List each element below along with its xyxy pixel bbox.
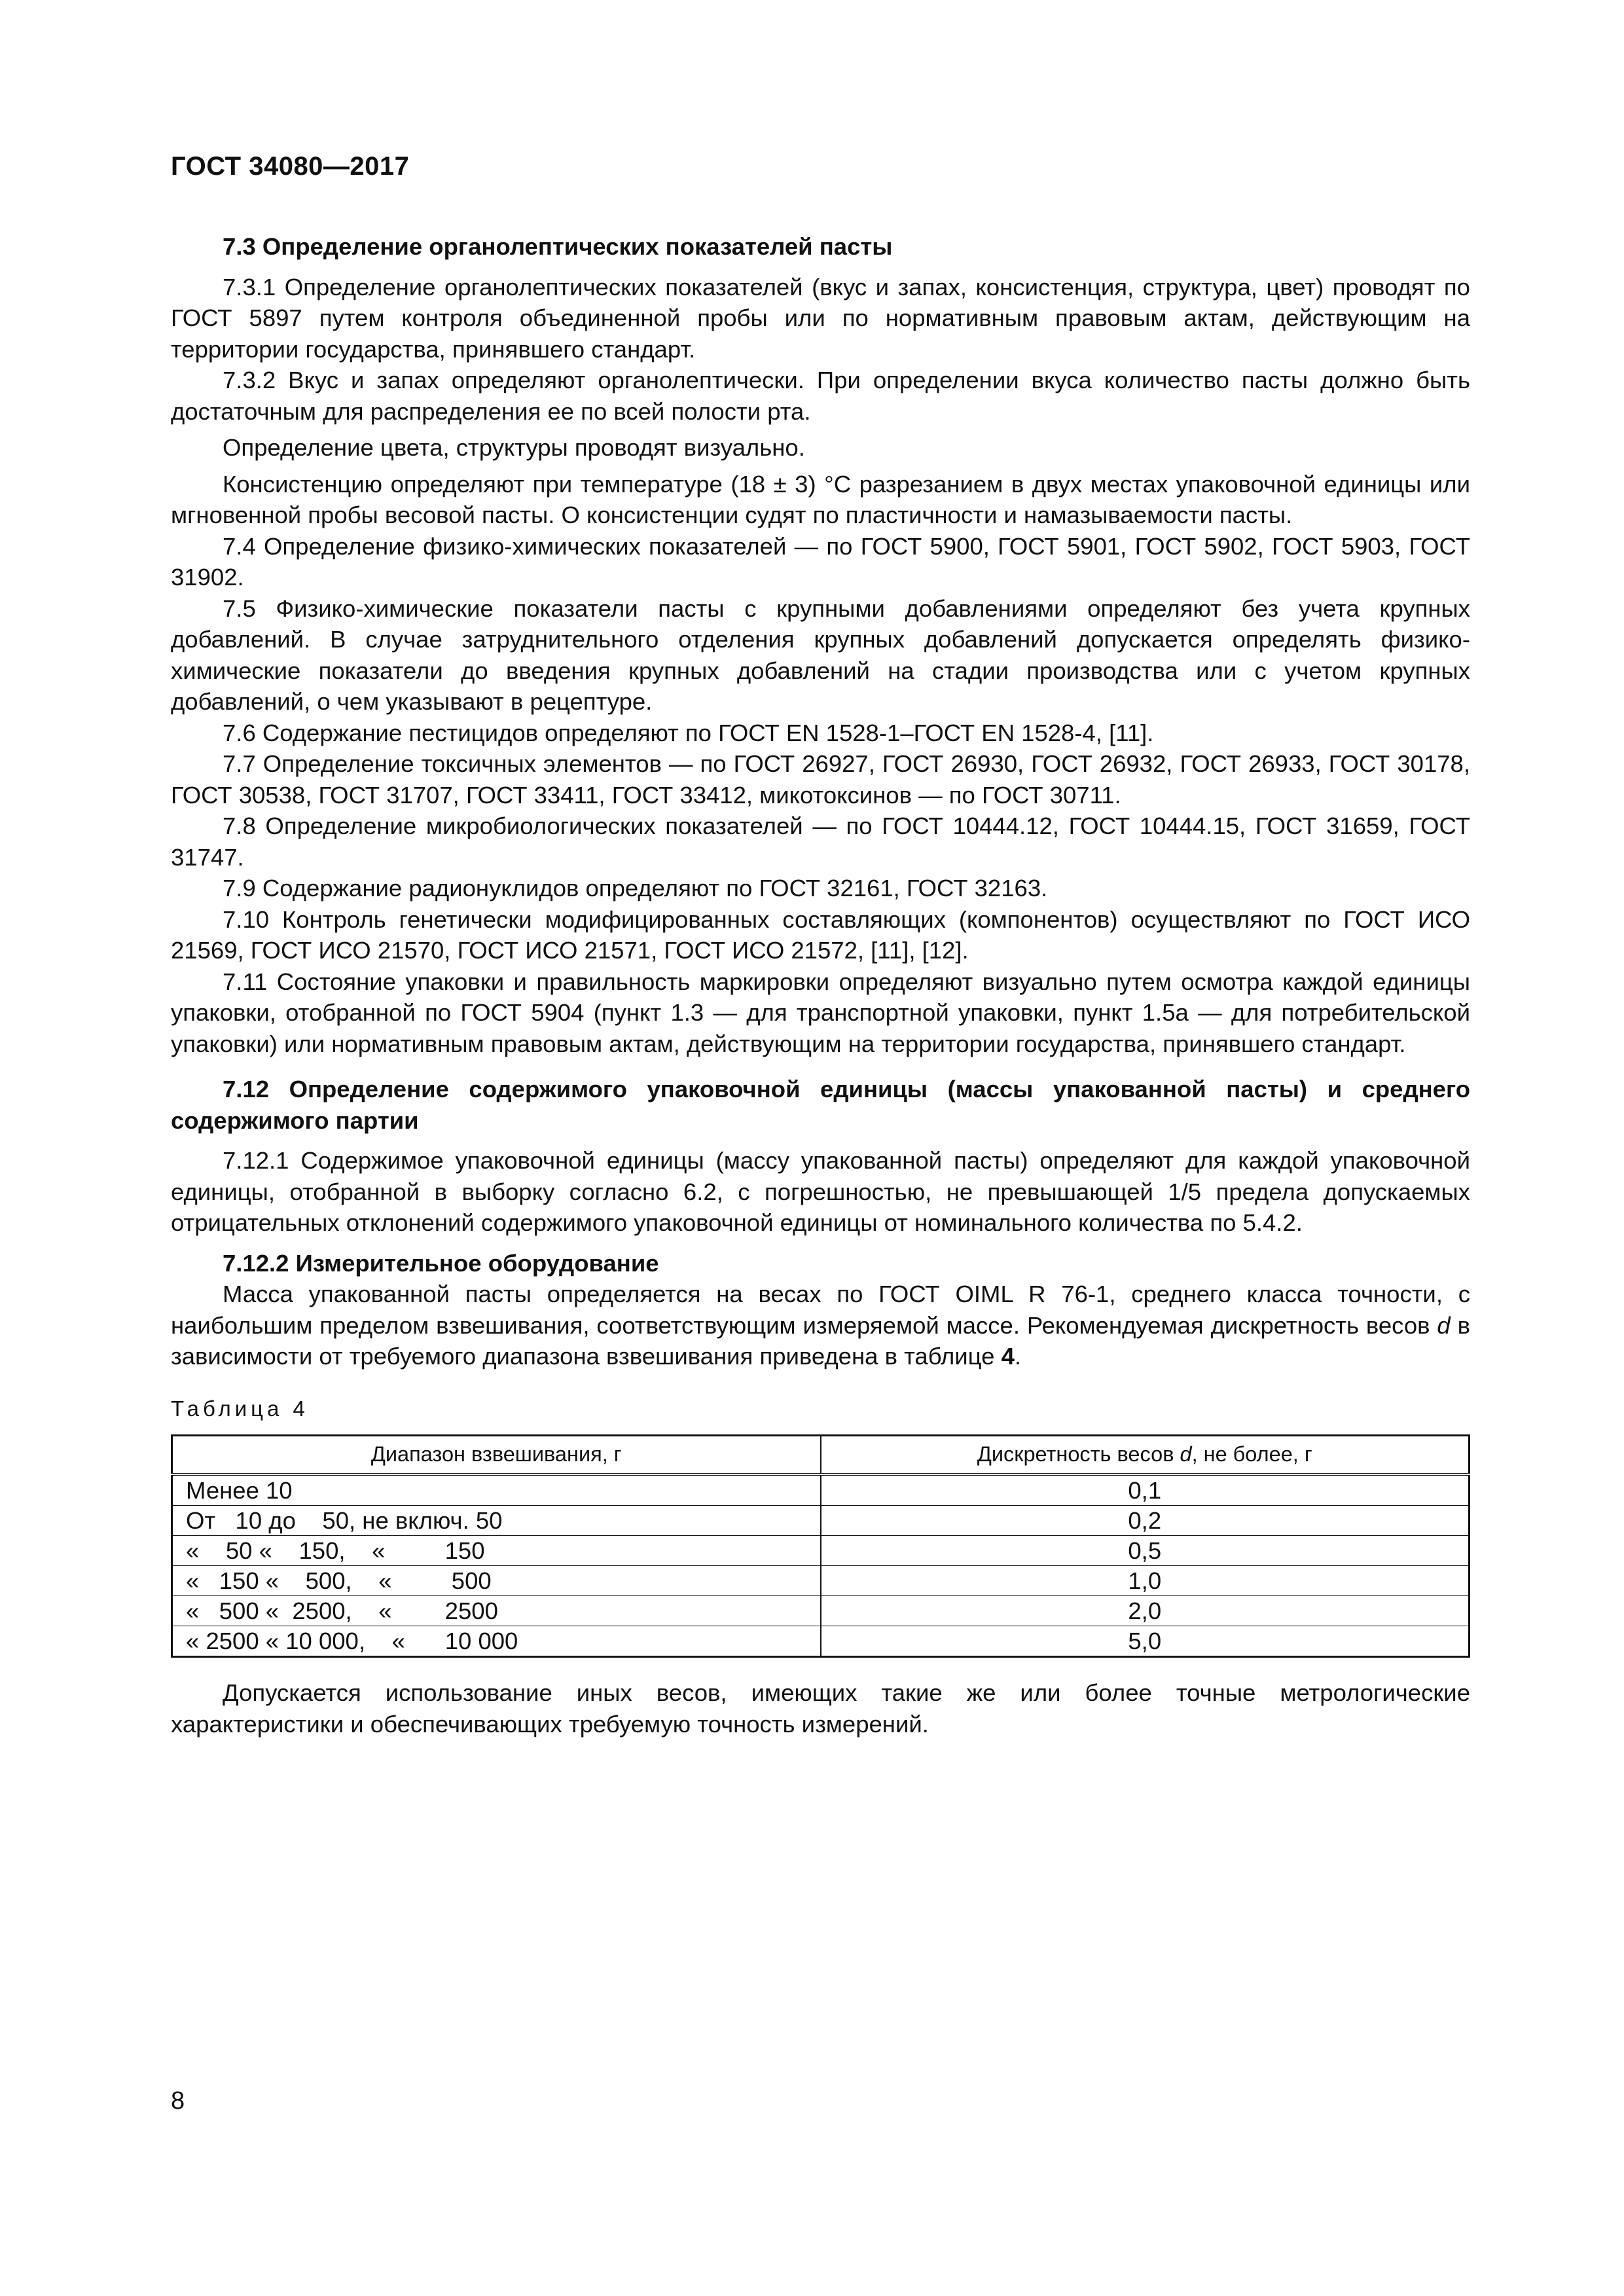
column-header-variable-d: d [1180,1442,1192,1467]
paragraph-7-5: 7.5 Физико-химические показатели пасты с крупными добавлениями определяют без учета крупных добавлений. В случае затруднительного отделения крупных добавлений допускается определять физико-химические показатели до введения крупных добавлений на стадии производства или с учетом крупных добавлений, о чем указывают в рецептуре. [171,594,1470,715]
table-cell-range: Менее 10 [172,1474,821,1506]
column-header-discreteness [821,1436,1470,1475]
table-cell-value: 2,0 [821,1596,1470,1626]
table-header-row [172,1436,1470,1475]
paragraph-color: Определение цвета, структуры проводят визуально. [223,434,805,461]
heading-7-3: 7.3 Определение органолептических показателей пасты [223,233,893,260]
page-content [171,226,1470,1740]
column-header-discreteness-text-b: , не более, г [1191,1442,1312,1467]
paragraph-scales-text-1: Масса упакованной пасты определяется на весах по ГОСТ OIML R 76-1, среднего класса точности, с наибольшим пределом взвешивания, соответствующим измеряемой массе. Рекомендуемая дискретность весов [171,1281,1470,1339]
column-header-discreteness-text-a: Дискретность весов [977,1442,1180,1467]
table-cell-value: 0,2 [821,1506,1470,1536]
weighing-table [171,1434,1470,1658]
paragraph-scales-variable-d: d [1437,1311,1451,1339]
paragraph-7-12-1: 7.12.1 Содержимое упаковочной единицы (массу упакованной пасты) определяют для каждой упаковочной единицы, отобранной в выборку согласно 6.2, с погрешностью, не превышающей 1/5 предела допускаемых отрицательных отклонений содержимого упаковочной единицы от номинального количества по 5.4.2. [171,1147,1470,1236]
paragraph-scales [171,1279,1470,1372]
column-header-range: Диапазон взвешивания, г [172,1436,821,1475]
page-number: 8 [171,2087,185,2115]
paragraph-7-3-2: 7.3.2 Вкус и запах определяют органолептически. При определении вкуса количество пасты должно быть достаточным для распределения ее по всей полости рта. [171,367,1470,425]
paragraph-7-11: 7.11 Состояние упаковки и правильность маркировки определяют визуально путем осмотра каждой единицы упаковки, отобранной по ГОСТ 5904 (пункт 1.3 — для транспортной упаковки, пункт 1.5а — для потребительской упаковки) или нормативным правовым актам, действующим на территории государства, принявшего стандарт. [171,968,1470,1057]
table-cell-value: 0,1 [821,1474,1470,1506]
paragraph-scales-end: . [1014,1343,1022,1370]
heading-7-12-2: 7.12.2 Измерительное оборудование [223,1249,659,1277]
table-row [172,1626,1470,1657]
paragraph-7-9: 7.9 Содержание радионуклидов определяют по ГОСТ 32161, ГОСТ 32163. [223,875,1048,902]
table-cell-range: « 150 « 500, « 500 [172,1566,821,1596]
paragraph-7-4: 7.4 Определение физико-химических показателей — по ГОСТ 5900, ГОСТ 5901, ГОСТ 5902, ГОСТ 5903, ГОСТ 31902. [171,532,1470,591]
table-row [172,1596,1470,1626]
document-code: ГОСТ 34080—2017 [171,152,410,181]
table-cell-range: « 500 « 2500, « 2500 [172,1596,821,1626]
paragraph-alternative-scales: Допускается использование иных весов, имеющих такие же или более точные метрологические характеристики и обеспечивающих требуемую точность измерений. [171,1679,1470,1738]
table-cell-value: 0,5 [821,1536,1470,1566]
table-cell-range: « 50 « 150, « 150 [172,1536,821,1566]
table-caption: Таблица 4 [171,1396,309,1421]
paragraph-scales-text-2: в зависимости от требуемого диапазона взвешивания приведена в таблице [171,1311,1470,1370]
paragraph-7-10: 7.10 Контроль генетически модифицированных составляющих (компонентов) осуществляют по ГОСТ ИСО 21569, ГОСТ ИСО 21570, ГОСТ ИСО 21571, ГОСТ ИСО 21572, [11], [12]. [171,905,1470,964]
paragraph-7-8: 7.8 Определение микробиологических показателей — по ГОСТ 10444.12, ГОСТ 10444.15, ГОСТ 31659, ГОСТ 31747. [171,812,1470,871]
table-row [172,1506,1470,1536]
paragraph-consistency: Консистенцию определяют при температуре (18 ± 3) °С разрезанием в двух местах упаковочной единицы или мгновенной пробы весовой пасты. О консистенции судят по пластичности и намазываемости пасты. [171,470,1470,528]
paragraph-7-6: 7.6 Содержание пестицидов определяют по ГОСТ EN 1528-1–ГОСТ EN 1528-4, [11]. [223,719,1154,746]
table-cell-value: 1,0 [821,1566,1470,1596]
table-cell-value: 5,0 [821,1626,1470,1657]
paragraph-7-7: 7.7 Определение токсичных элементов — по ГОСТ 26927, ГОСТ 26930, ГОСТ 26932, ГОСТ 26933, ГОСТ 30178, ГОСТ 30538, ГОСТ 31707, ГОСТ 33411, ГОСТ 33412, микотоксинов — по ГОСТ 30711. [171,750,1470,809]
paragraph-7-3-1: 7.3.1 Определение органолептических показателей (вкус и запах, консистенция, структура, цвет) проводят по ГОСТ 5897 путем контроля объединенной пробы или по нормативным правовым актам, действующим на территории государства, принявшего стандарт. [171,273,1470,363]
heading-7-12: 7.12 Определение содержимого упаковочной единицы (массы упакованной пасты) и среднего содержимого партии [171,1076,1470,1134]
table-row [172,1536,1470,1566]
table-row [172,1566,1470,1596]
table-cell-range: « 2500 « 10 000, « 10 000 [172,1626,821,1657]
table-row [172,1474,1470,1506]
paragraph-scales-table-ref: 4 [1001,1343,1015,1370]
table-cell-range: От 10 до 50, не включ. 50 [172,1506,821,1536]
